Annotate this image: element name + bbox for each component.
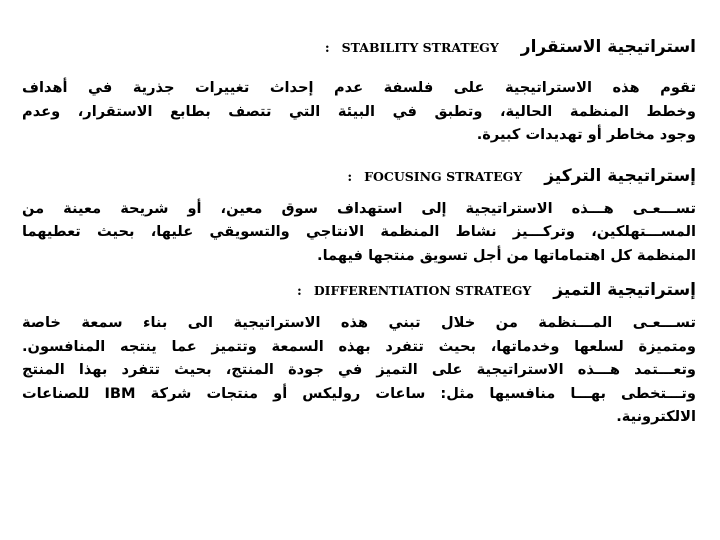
section-stability-strategy	[22, 34, 696, 147]
paragraph-line: الالكترونية.	[616, 408, 696, 425]
section-differentiation-strategy	[22, 277, 696, 429]
paragraph-line: وجود مخاطر أو تهديدات كبيرة.	[476, 126, 696, 143]
paragraph-line: المســـتهلكين، وتركـــيز نشاط المنظمة الانتاجي والتسويقي عليها، بحيث تعطيهما	[22, 223, 696, 240]
section-heading	[22, 34, 696, 60]
heading-colon: :	[347, 169, 353, 185]
paragraph-line: ومتميزة لسلعها وخدماتها، بحيث تتفرد بهذه السمعة وتتميز عما ينتجه المنافسون.	[22, 337, 696, 355]
paragraph-line: وخطط المنظمة الحالية، وتطبق في البيئة التي تتصف بطابع الاستقرار، وعدم	[22, 102, 696, 120]
section-paragraph	[22, 76, 696, 147]
heading-arabic: إستراتيجية التركيز	[544, 165, 696, 186]
heading-english: DIFFERENTIATION STRATEGY	[313, 283, 532, 298]
heading-arabic: استراتيجية الاستقرار	[520, 37, 696, 57]
heading-english: FOCUSING STRATEGY	[364, 168, 523, 184]
heading-arabic: إستراتيجية التميز	[553, 280, 696, 300]
section-heading	[22, 163, 696, 189]
paragraph-line: تقوم هذه الاستراتيجية على فلسفة عدم إحداث تغييرات جذرية في أهداف	[22, 79, 696, 96]
paragraph-line: تســـعـى هـــذه الاستراتيجية إلى استهداف سوق معين، أو شريحة معينة من	[22, 199, 696, 217]
section-focusing-strategy	[22, 163, 696, 268]
heading-colon: :	[297, 284, 302, 299]
section-paragraph	[22, 311, 696, 429]
heading-english: STABILITY STRATEGY	[341, 40, 499, 55]
section-heading	[22, 277, 696, 303]
heading-colon: :	[324, 41, 330, 56]
paragraph-line: وتعـــتمد هـــذه الاستراتيجية على التميز في جودة المنتج، بحيث تتفرد بهذا المنتج	[22, 361, 696, 378]
paragraph-line: تســـعـى المـــنظمة من خلال تبني هذه الاستراتيجية الى بناء سمعة خاصة	[22, 314, 696, 331]
section-paragraph	[22, 197, 696, 268]
paragraph-line: وتـــتخطى بهـــا منافسيها مثل: ساعات روليكس أو منتجات شركة IBM للصناعات	[22, 384, 696, 402]
paragraph-line: المنظمة كل اهتماماتها من أجل تسويق منتجها فيهما.	[317, 246, 696, 264]
